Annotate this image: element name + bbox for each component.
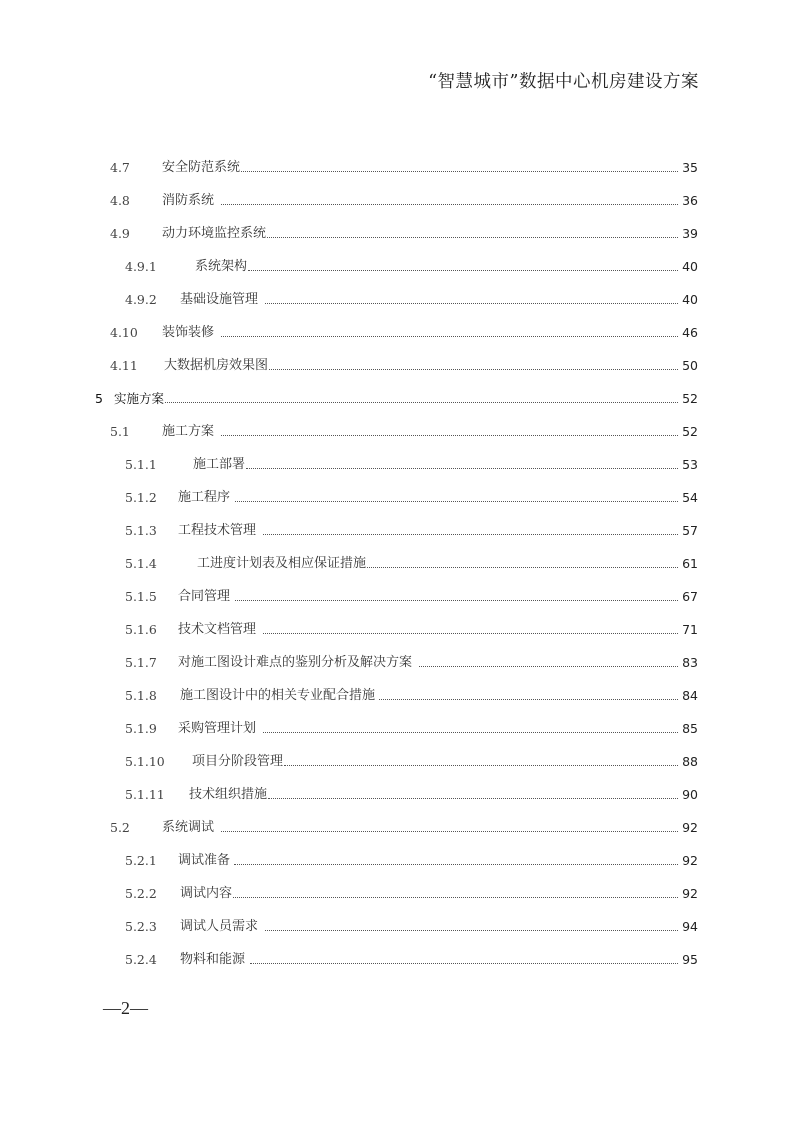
toc-entry-label: 合同管理 — [178, 589, 231, 604]
toc-entry-page: 83 — [682, 655, 698, 670]
dot-leader — [268, 798, 678, 799]
toc-entry[interactable] — [125, 847, 698, 869]
toc-entry-number: 5.1.8 — [125, 688, 157, 703]
toc-entry-page: 92 — [682, 820, 698, 835]
dot-leader — [221, 831, 678, 832]
toc-entry-label: 系统架构 — [195, 259, 248, 274]
toc-entry-number: 5.2 — [110, 820, 130, 835]
toc-entry-page: 57 — [682, 523, 698, 538]
toc-entry-number: 5.1.11 — [125, 787, 165, 802]
toc-entry-number: 5.1.10 — [125, 754, 165, 769]
toc-entry-label: 施工部署 — [193, 457, 246, 472]
toc-entry-page: 39 — [682, 226, 698, 241]
toc-entry-number: 4.9.1 — [125, 259, 157, 274]
toc-entry-page: 61 — [682, 556, 698, 571]
toc-entry-page: 52 — [682, 424, 698, 439]
dot-leader — [265, 930, 678, 931]
toc-entry-number: 4.9 — [110, 226, 130, 241]
toc-entry[interactable] — [125, 781, 698, 803]
toc-entry-page: 71 — [682, 622, 698, 637]
dot-leader — [367, 567, 678, 568]
toc-entry-label: 调试准备 — [178, 853, 231, 868]
toc-entry-label: 装饰装修 — [162, 325, 215, 340]
toc-entry-page: 67 — [682, 589, 698, 604]
toc-entry[interactable] — [125, 286, 698, 308]
dot-leader — [233, 897, 678, 898]
toc-entry-number: 5.1.4 — [125, 556, 157, 571]
dot-leader — [221, 336, 678, 337]
toc-entry-label: 采购管理计划 — [178, 721, 257, 736]
dot-leader — [234, 864, 678, 865]
toc-entry-number: 5.1 — [110, 424, 130, 439]
toc-entry[interactable] — [125, 550, 698, 572]
toc-entry-number: 4.11 — [110, 358, 138, 373]
toc-entry-label: 安全防范系统 — [162, 160, 241, 175]
toc-entry[interactable] — [125, 682, 698, 704]
toc-entry[interactable] — [125, 946, 698, 968]
toc-entry-label: 技术文档管理 — [178, 622, 257, 637]
toc-entry-number: 5.1.9 — [125, 721, 157, 736]
toc-entry-label: 对施工图设计难点的鉴别分析及解决方案 — [178, 655, 413, 670]
toc-entry[interactable] — [110, 187, 698, 209]
toc-entry-label: 动力环境监控系统 — [162, 226, 267, 241]
toc-entry[interactable] — [110, 352, 698, 374]
toc-entry-page: 85 — [682, 721, 698, 736]
dot-leader — [165, 402, 678, 403]
dot-leader — [248, 270, 678, 271]
toc-entry-number: 4.10 — [110, 325, 138, 340]
toc-entry-number: 5.1.5 — [125, 589, 157, 604]
toc-entry-page: 40 — [682, 259, 698, 274]
toc-entry-number: 4.9.2 — [125, 292, 157, 307]
toc-entry-page: 54 — [682, 490, 698, 505]
dot-leader — [419, 666, 678, 667]
toc-entry-page: 52 — [682, 391, 698, 406]
toc-entry[interactable] — [110, 220, 698, 242]
toc-entry-number: 5.1.2 — [125, 490, 157, 505]
toc-entry-label: 调试内容 — [180, 886, 233, 901]
toc-entry[interactable] — [125, 748, 698, 770]
toc-entry[interactable] — [110, 154, 698, 176]
toc-entry-label: 大数据机房效果图 — [164, 358, 269, 373]
toc-entry-page: 53 — [682, 457, 698, 472]
toc-entry-label: 基础设施管理 — [180, 292, 259, 307]
dot-leader — [235, 501, 678, 502]
toc-entry-number: 5.1.3 — [125, 523, 157, 538]
toc-entry[interactable] — [95, 385, 698, 407]
toc-entry[interactable] — [125, 517, 698, 539]
dot-leader — [379, 699, 678, 700]
toc-entry-number: 5 — [95, 391, 103, 406]
toc-entry-number: 5.1.1 — [125, 457, 157, 472]
toc-entry[interactable] — [110, 418, 698, 440]
dot-leader — [263, 534, 678, 535]
page-number: —2— — [103, 998, 148, 1018]
toc-entry-page: 88 — [682, 754, 698, 769]
toc-entry[interactable] — [110, 814, 698, 836]
toc-entry[interactable] — [125, 715, 698, 737]
toc-entry-number: 5.2.4 — [125, 952, 157, 967]
toc-entry[interactable] — [125, 616, 698, 638]
toc-entry-page: 84 — [682, 688, 698, 703]
toc-entry[interactable] — [125, 484, 698, 506]
toc-entry-number: 5.1.6 — [125, 622, 157, 637]
toc-entry-page: 95 — [682, 952, 698, 967]
toc-entry-page: 90 — [682, 787, 698, 802]
dot-leader — [267, 237, 678, 238]
toc-entry[interactable] — [125, 913, 698, 935]
toc-entry-label: 工进度计划表及相应保证措施 — [197, 556, 367, 571]
dot-leader — [263, 732, 678, 733]
toc-entry-label: 工程技术管理 — [178, 523, 257, 538]
toc-entry[interactable] — [125, 451, 698, 473]
dot-leader — [221, 435, 678, 436]
dot-leader — [221, 204, 678, 205]
toc-entry-number: 5.1.7 — [125, 655, 157, 670]
toc-entry-page: 92 — [682, 886, 698, 901]
toc-entry-label: 施工图设计中的相关专业配合措施 — [180, 688, 376, 703]
toc-entry-page: 40 — [682, 292, 698, 307]
dot-leader — [235, 600, 678, 601]
toc-entry-page: 46 — [682, 325, 698, 340]
document-header-title: “智慧城市”数据中心机房建设方案 — [428, 72, 699, 92]
dot-leader — [241, 171, 678, 172]
toc-entry-page: 50 — [682, 358, 698, 373]
toc-entry-label: 系统调试 — [162, 820, 215, 835]
toc-entry-label: 项目分阶段管理 — [192, 754, 284, 769]
dot-leader — [250, 963, 678, 964]
dot-leader — [269, 369, 678, 370]
toc-entry-number: 5.2.3 — [125, 919, 157, 934]
toc-entry-label: 施工程序 — [178, 490, 231, 505]
toc-entry-number: 4.8 — [110, 193, 130, 208]
toc-entry-label: 技术组织措施 — [189, 787, 268, 802]
toc-entry-label: 物料和能源 — [180, 952, 246, 967]
toc-entry-number: 4.7 — [110, 160, 130, 175]
toc-entry[interactable] — [125, 649, 698, 671]
dot-leader — [284, 765, 678, 766]
toc-entry-label: 施工方案 — [162, 424, 215, 439]
toc-entry-page: 36 — [682, 193, 698, 208]
toc-entry-number: 5.2.2 — [125, 886, 157, 901]
toc-entry-label: 调试人员需求 — [180, 919, 259, 934]
toc-entry-page: 92 — [682, 853, 698, 868]
toc-entry-page: 35 — [682, 160, 698, 175]
dot-leader — [263, 633, 678, 634]
toc-entry[interactable] — [125, 880, 698, 902]
dot-leader — [246, 468, 678, 469]
toc-entry[interactable] — [110, 319, 698, 341]
toc-entry[interactable] — [125, 583, 698, 605]
toc-entry-label: 实施方案 — [114, 391, 165, 406]
toc-entry[interactable] — [125, 253, 698, 275]
dot-leader — [265, 303, 678, 304]
toc-entry-number: 5.2.1 — [125, 853, 157, 868]
toc-entry-label: 消防系统 — [162, 193, 215, 208]
toc-entry-page: 94 — [682, 919, 698, 934]
